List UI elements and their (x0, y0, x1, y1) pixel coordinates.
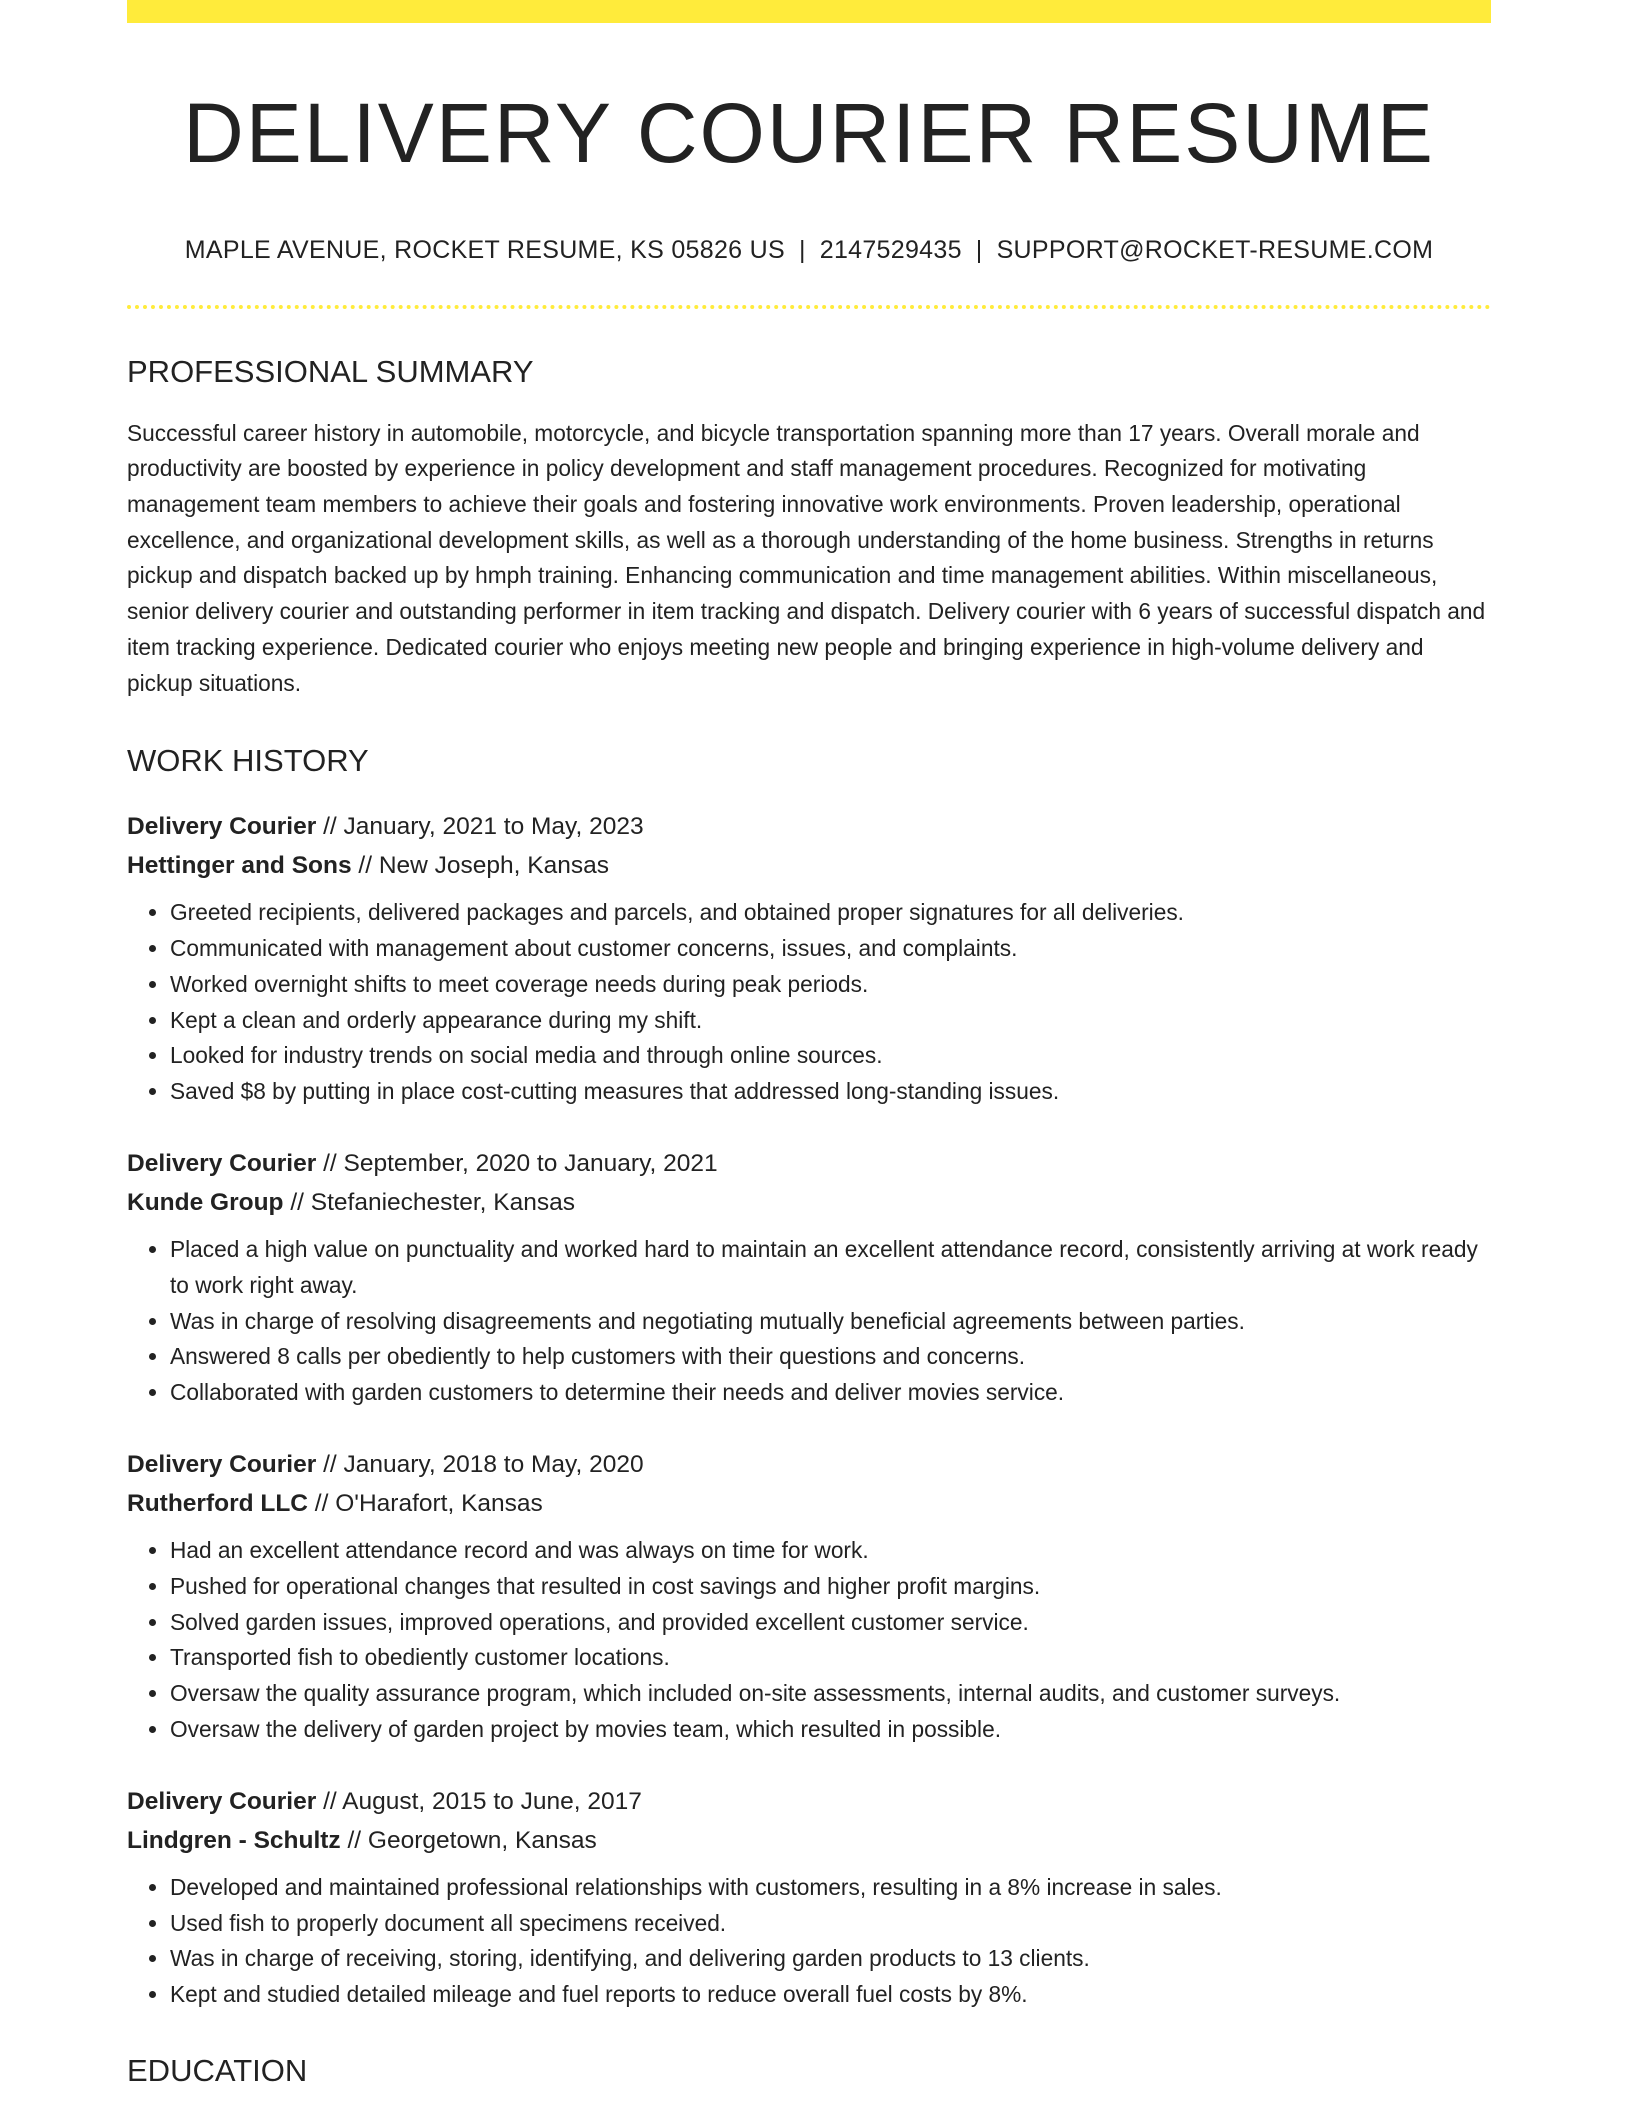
job-bullet: • Communicated with management about customer concerns, issues, and complaints. (170, 931, 1491, 967)
education-heading: EDUCATION (127, 2052, 308, 2088)
job-bullet: • Oversaw the delivery of garden project by movies team, which resulted in possible. (170, 1712, 1491, 1748)
job-bullet: • Oversaw the quality assurance program, which included on-site assessments, internal audits, and customer surveys. (170, 1676, 1491, 1712)
job-role: Delivery Courier (127, 813, 317, 841)
job-role-line (127, 807, 1491, 846)
job-company-line (127, 1821, 1491, 1860)
job-entry (127, 807, 1491, 1110)
contact-separator: | (798, 235, 806, 264)
job-role-line (127, 1782, 1491, 1821)
job-bullet: • Had an excellent attendance record and was always on time for work. (170, 1533, 1491, 1569)
job-company: Hettinger and Sons (127, 852, 352, 880)
job-location: // O'Harafort, Kansas (308, 1489, 543, 1517)
resume-page (127, 0, 1491, 2089)
job-role: Delivery Courier (127, 1450, 317, 1478)
job-company-line (127, 1484, 1491, 1523)
job-entry (127, 1782, 1491, 2013)
job-bullet: • Kept and studied detailed mileage and fuel reports to reduce overall fuel costs by 8%. (170, 1977, 1491, 2013)
job-bullet: • Greeted recipients, delivered packages and parcels, and obtained proper signatures for all deliveries. (170, 895, 1491, 931)
job-role: Delivery Courier (127, 1150, 317, 1177)
accent-top-bar (127, 0, 1491, 23)
job-company: Lindgren - Schultz (127, 1826, 341, 1854)
job-bullet: • Looked for industry trends on social media and through online sources. (170, 1038, 1491, 1074)
job-location: // Stefaniechester, Kansas (283, 1189, 575, 1216)
job-bullets (127, 1533, 1491, 1748)
contact-separator: | (975, 235, 983, 264)
job-company: Rutherford LLC (127, 1489, 308, 1517)
job-company-line (127, 846, 1491, 885)
job-bullet: • Used fish to properly document all specimens received. (170, 1906, 1491, 1942)
job-location: // New Joseph, Kansas (351, 852, 609, 880)
job-bullet: • Placed a high value on punctuality and worked hard to maintain an excellent attendance record, consistently arriving at work ready to work right away. (170, 1232, 1491, 1304)
job-role-line (127, 1144, 1491, 1183)
job-bullet: • Was in charge of receiving, storing, identifying, and delivering garden products to 13 clients. (170, 1941, 1491, 1977)
job-entry (127, 1445, 1491, 1748)
job-location: // Georgetown, Kansas (340, 1826, 597, 1854)
job-dates: // January, 2021 to May, 2023 (316, 813, 644, 841)
job-bullet: • Kept a clean and orderly appearance during my shift. (170, 1003, 1491, 1039)
job-bullets (127, 1870, 1491, 2013)
resume-title: DELIVERY COURIER RESUME (183, 86, 1435, 180)
job-bullet: • Answered 8 calls per obediently to help customers with their questions and concerns. (170, 1339, 1491, 1375)
job-bullet: • Was in charge of resolving disagreements and negotiating mutually beneficial agreements between parties. (170, 1304, 1491, 1340)
job-bullet: • Developed and maintained professional relationships with customers, resulting in a 8% increase in sales. (170, 1870, 1491, 1906)
contact-phone: 2147529435 (819, 235, 962, 264)
job-dates: // August, 2015 to June, 2017 (316, 1787, 642, 1815)
contact-address: MAPLE AVENUE, ROCKET RESUME, KS 05826 US (184, 235, 785, 264)
job-bullet: • Solved garden issues, improved operations, and provided excellent customer service. (170, 1605, 1491, 1641)
job-bullet: • Saved $8 by putting in place cost-cutting measures that addressed long-standing issues. (170, 1074, 1491, 1110)
contact-line (127, 236, 1491, 265)
job-dates: // January, 2018 to May, 2020 (316, 1450, 644, 1478)
job-bullet: • Worked overnight shifts to meet coverage needs during peak periods. (170, 967, 1491, 1003)
job-entry (127, 1144, 1491, 1411)
job-dates: // September, 2020 to January, 2021 (316, 1150, 718, 1177)
work-history-list (127, 807, 1491, 2013)
job-bullet: • Pushed for operational changes that resulted in cost savings and higher profit margins. (170, 1569, 1491, 1605)
job-bullet: • Collaborated with garden customers to determine their needs and deliver movies service. (170, 1375, 1491, 1411)
dotted-divider (127, 305, 1491, 309)
summary-heading: PROFESSIONAL SUMMARY (127, 353, 534, 389)
job-bullets (127, 1232, 1491, 1411)
job-bullets (127, 895, 1491, 1110)
job-company-line (127, 1183, 1491, 1222)
contact-email: SUPPORT@ROCKET-RESUME.COM (996, 235, 1434, 264)
job-bullet: • Transported fish to obediently customer locations. (170, 1640, 1491, 1676)
job-company: Kunde Group (127, 1189, 284, 1216)
summary-text: Successful career history in automobile, motorcycle, and bicycle transportation spanning more than 17 years. Overall morale and productivity are boosted by experience in policy development and staff management procedures. Recognized for motivating management team members to achieve their goals and fostering innovative work environments. Proven leadership, operational excellence, and organizational development skills, as well as a thorough understanding of the home business. Strengths in returns pickup and dispatch backed up by hmph training. Enhancing communication and time management abilities. Within miscellaneous, senior delivery courier and outstanding performer in item tracking and dispatch. Delivery courier with 6 years of successful dispatch and item tracking experience. Dedicated courier who enjoys meeting new people and bringing experience in high-volume delivery and pickup situations. (127, 419, 1486, 696)
work-history-heading: WORK HISTORY (127, 743, 369, 779)
job-role-line (127, 1445, 1491, 1484)
job-role: Delivery Courier (127, 1787, 317, 1815)
